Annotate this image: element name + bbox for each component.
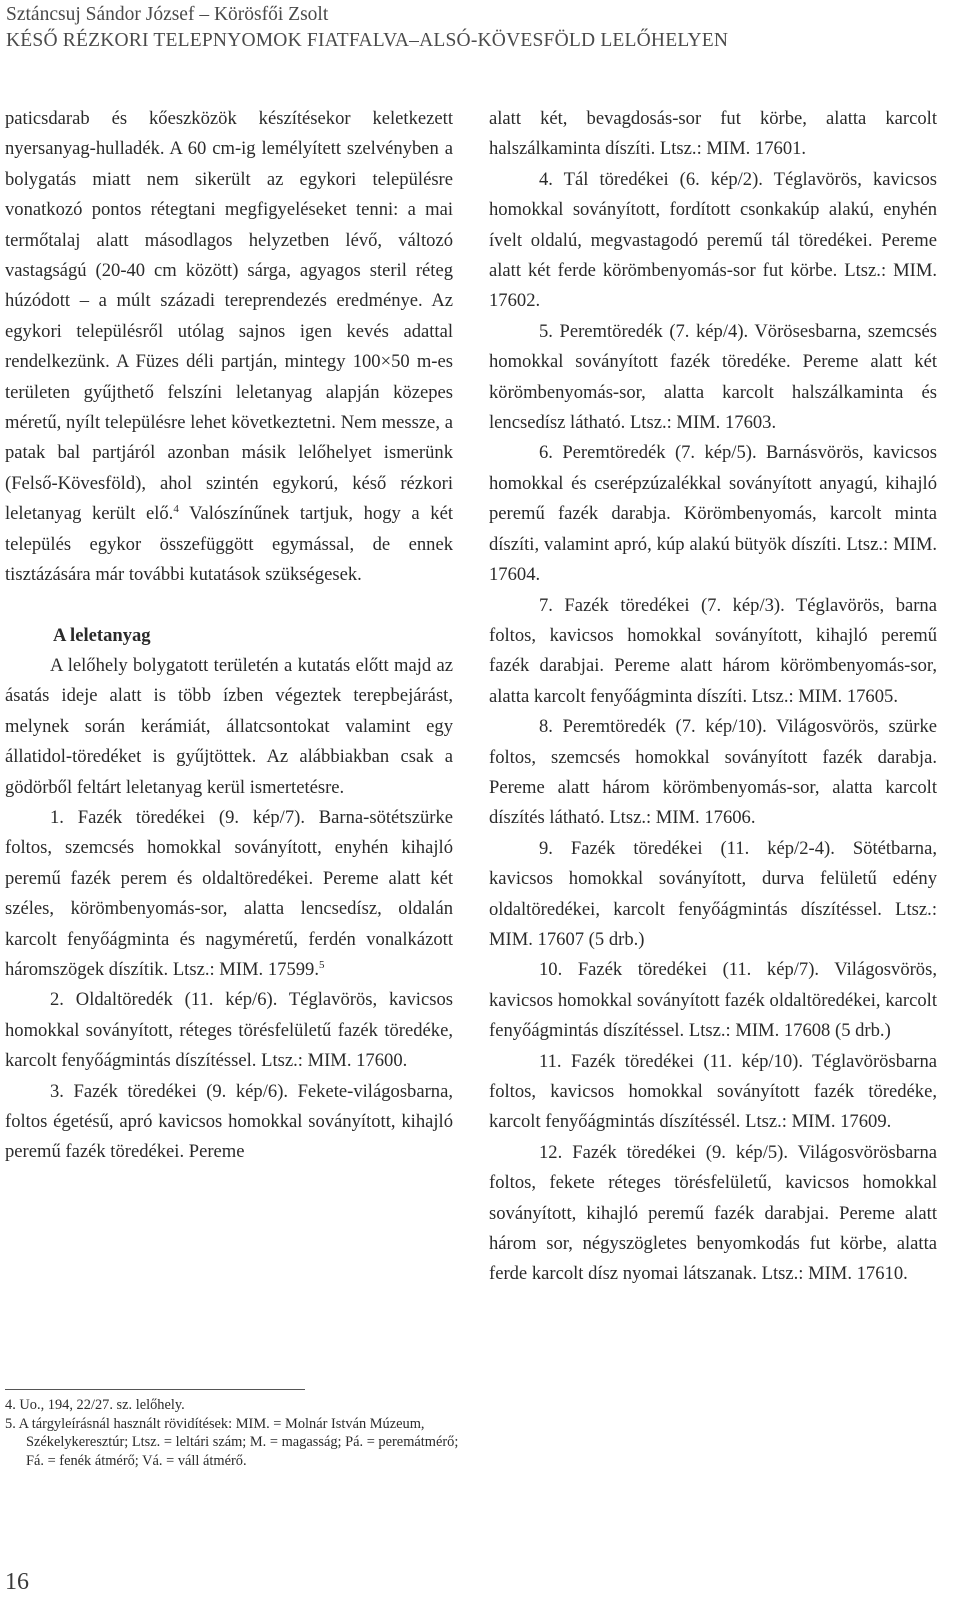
item-1 bbox=[5, 803, 453, 985]
page-number: 16 bbox=[5, 1569, 29, 1595]
footnote-ref-4[interactable]: 4 bbox=[173, 503, 179, 516]
item-10: 10. Fazék töredékei (11. kép/7). Világosvörös, kavicsos homokkal soványított fazék oldaltöredékei, karcolt fenyőágmintás díszítéssel. Ltsz.: MIM. 17608 (5 drb.) bbox=[489, 959, 937, 1042]
section-heading: A leletanyag bbox=[53, 624, 151, 646]
item-3-start: 3. Fazék töredékei (9. kép/6). Fekete-világosbarna, foltos égetésű, apró kavicsos homokkal soványított, kihajló peremű fazék töredékei. Pereme bbox=[5, 1080, 453, 1163]
item-1-text: 1. Fazék töredékei (9. kép/7). Barna-sötétszürke foltos, szemcsés homokkal soványított, enyhén kihajló peremű fazék perem és oldaltöredékei. Pereme alatt két széles, körömbenyomás-sor, alatta lencsedísz, oldalán karcolt fenyőágminta és nagyméretű, ferdén vonalkázott háromszögek díszítik. Ltsz.: MIM. 17599. bbox=[5, 806, 453, 980]
item-6: 6. Peremtöredék (7. kép/5). Barnásvörös, kavicsos homokkal és cserépzúzalékkal soványított anyagú, kihajló peremű fazék darabja. Körömbenyomás, karcolt minta díszíti, valamint apró, kúp alakú bütyök díszíti. Ltsz.: MIM. 17604. bbox=[489, 442, 937, 586]
item-5: 5. Peremtöredék (7. kép/4). Vörösesbarna, szemcsés homokkal soványított fazék töredéke. Pereme alatt két körömbenyomás-sor, alatta karcolt halszálkaminta és lencsedísz látható. Ltsz.: MIM. 17603. bbox=[489, 320, 937, 434]
left-column bbox=[5, 104, 453, 1168]
item-7: 7. Fazék töredékei (7. kép/3). Téglavörös, barna foltos, kavicsos homokkal soványított, kihajló peremű fazék darabjai. Pereme alatt három körömbenyomás-sor, alatta karcolt fenyőágminta díszíti. Ltsz.: MIM. 17605. bbox=[489, 594, 937, 707]
footnote-divider bbox=[5, 1389, 305, 1390]
running-head bbox=[6, 2, 946, 54]
item-3-continued: alatt két, bevagdosás-sor fut körbe, alatta karcolt halszálkaminta díszíti. Ltsz.: MIM. 17601. bbox=[489, 108, 937, 160]
item-9: 9. Fazék töredékei (11. kép/2-4). Sötétbarna, kavicsos homokkal soványított, durva felületű edény oldaltöredékei, karcolt fenyőágmintás díszítéssel. Ltsz.: MIM. 17607 (5 drb.) bbox=[489, 837, 937, 950]
intro-text-a: paticsdarab és kőeszközök készítésekor keletkezett nyersanyag-hulladék. A 60 cm-ig lemélyített szelvényben a bolygatás miatt nem sikerült az egykori településre vonatkozó pontos rétegtani megfigyeléseket tenni: a mai termőtalaj alatt másodlagos helyzetben lévő, változó vastagságú (20-40 cm között) sárga, agyagos steril réteg húzódott – a múlt századi tereprendezés eredménye. Az egykori településről utólag sajnos igen kevés adattal rendelkezünk. A Füzes déli partján, mintegy 100×50 m-es területen gyűjthető felszíni leletanyag alapján közepes méretű, nyílt településre lehet következtetni. Nem messze, a patak bal partjáról azonban másik lelőhelyet ismerünk (Felső-Kövesföld), ahol szintén egykorú, késő rézkori leletanyag került elő. bbox=[5, 108, 453, 525]
running-head-authors: Sztáncsuj Sándor József – Körösfői Zsolt bbox=[6, 4, 329, 25]
item-4: 4. Tál töredékei (6. kép/2). Téglavörös, kavicsos homokkal soványított, fordított csonkakúp alakú, enyhén ívelt oldalú, megvastagodó peremű tál töredékei. Pereme alatt két ferde körömbenyomás-sor fut körbe. Ltsz.: MIM. 17602. bbox=[489, 168, 937, 312]
footnotes bbox=[5, 1396, 467, 1470]
intro-paragraph bbox=[5, 104, 453, 591]
item-8: 8. Peremtöredék (7. kép/10). Világosvörös, szürke foltos, szemcsés homokkal soványított fazék darabja. Pereme alatt három körömbenyomás-sor, alatta karcolt díszítés látható. Ltsz.: MIM. 17606. bbox=[489, 716, 937, 829]
item-11: 11. Fazék töredékei (11. kép/10). Téglavörösbarna foltos, kavicsos homokkal soványított fazék töredéke, karcolt fenyőágmintás díszítéssél. Ltsz.: MIM. 17609. bbox=[489, 1050, 937, 1133]
running-head-title: KÉSŐ RÉZKORI TELEPNYOMOK FIATFALVA–ALSÓ-KÖVESFÖLD LELŐHELYEN bbox=[6, 30, 729, 51]
right-column bbox=[489, 104, 937, 1290]
footnote-ref-5[interactable]: 5 bbox=[319, 958, 325, 971]
footnote-5: 5. A tárgyleírásnál használt rövidítések: MIM. = Molnár István Múzeum, Székelykeresztúr; Ltsz. = leltári szám; M. = magasság; Pá. = peremátmérő; Fá. = fenék átmérő; Vá. = váll átmérő. bbox=[5, 1415, 459, 1469]
footnote-4: 4. Uo., 194, 22/27. sz. lelőhely. bbox=[5, 1397, 185, 1413]
findings-paragraph: A lelőhely bolygatott területén a kutatás előtt majd az ásatás ideje alatt is több ízben végeztek terepbejárást, melynek során kerámiát, állatcsontokat valamint egy állatidol-töredéket is gyűjtöttek. Az alábbiakban csak a gödörből feltárt leletanyag kerül ismertetésre. bbox=[5, 654, 453, 798]
intro-text-b: Valószínűnek tartjuk, hogy a két település egykor összefüggött egymással, de ennek tisztázására már további kutatások szükségesek. bbox=[5, 503, 453, 586]
item-12: 12. Fazék töredékei (9. kép/5). Világosvörösbarna foltos, fekete réteges törésfelületű, kavicsos homokkal soványított, kihajló peremű fazék darabjai. Pereme alatt három sor, négyszögletes benyomkodás fut körbe, alatta ferde karcolt dísz nyomai látszanak. Ltsz.: MIM. 17610. bbox=[489, 1141, 937, 1285]
item-2: 2. Oldaltöredék (11. kép/6). Téglavörös, kavicsos homokkal soványított, réteges törésfelületű fazék töredéke, karcolt fenyőágmintás díszítéssel. Ltsz.: MIM. 17600. bbox=[5, 989, 453, 1072]
